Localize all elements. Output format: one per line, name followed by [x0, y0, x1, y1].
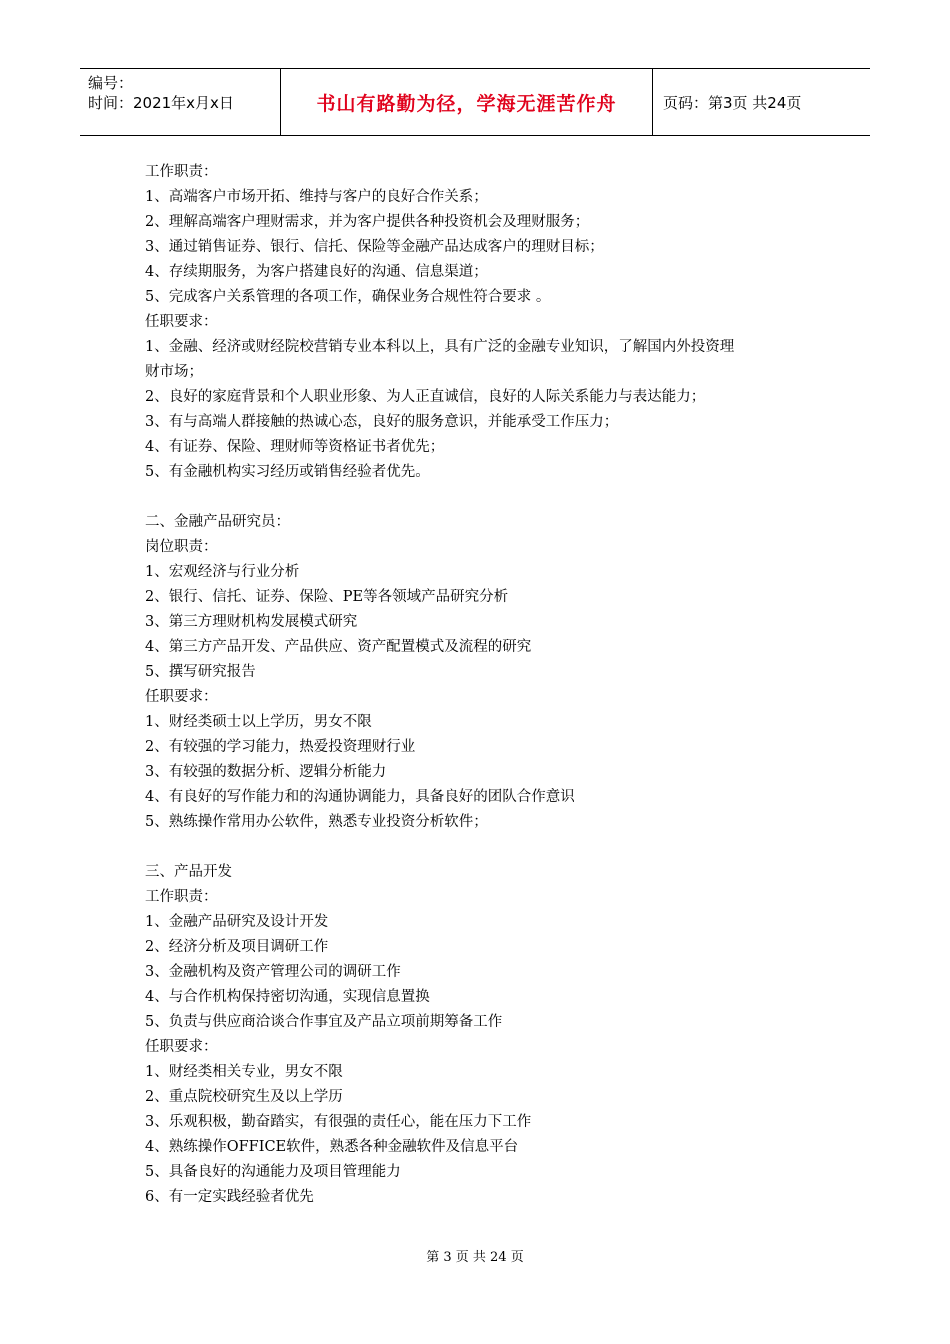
- text-line: 2、理解高端客户理财需求，并为客户提供各种投资机会及理财服务；: [145, 214, 590, 230]
- text-line: 5、熟练操作常用办公软件，熟悉专业投资分析软件；: [145, 814, 488, 830]
- text-line: 1、宏观经济与行业分析: [145, 564, 300, 580]
- page-footer: 第 3 页 共 24 页: [426, 1250, 524, 1265]
- text-line: 岗位职责：: [145, 539, 218, 555]
- text-line: 三、产品开发: [145, 864, 232, 880]
- text-line: 任职要求：: [145, 314, 218, 330]
- text-line: 6、有一定实践经验者优先: [145, 1189, 314, 1205]
- blank-line: [145, 835, 845, 860]
- blank-line: [145, 485, 845, 510]
- text-line: 2、重点院校研究生及以上学历: [145, 1089, 343, 1105]
- page-header: [80, 68, 870, 136]
- text-line: 4、第三方产品开发、产品供应、资产配置模式及流程的研究: [145, 639, 532, 655]
- text-line: 2、有较强的学习能力，热爱投资理财行业: [145, 739, 416, 755]
- text-line: 2、银行、信托、证券、保险、PE等各领域产品研究分析: [145, 589, 509, 605]
- header-motto: [281, 69, 653, 135]
- text-line: 3、通过销售证券、银行、信托、保险等金融产品达成客户的理财目标；: [145, 239, 604, 255]
- text-line: 4、熟练操作OFFICE软件，熟悉各种金融软件及信息平台: [145, 1139, 519, 1155]
- text-line: 3、有与高端人群接触的热诚心态，良好的服务意识，并能承受工作压力；: [145, 414, 619, 430]
- text-line: 4、有良好的写作能力和的沟通协调能力，具备良好的团队合作意识: [145, 789, 575, 805]
- text-line: 3、乐观积极，勤奋踏实，有很强的责任心，能在压力下工作: [145, 1114, 532, 1130]
- text-line: 任职要求：: [145, 689, 218, 705]
- text-line: 4、有证券、保险、理财师等资格证书者优先；: [145, 439, 445, 455]
- text-line: 5、具备良好的沟通能力及项目管理能力: [145, 1164, 401, 1180]
- text-line: 3、金融机构及资产管理公司的调研工作: [145, 964, 401, 980]
- text-line: 工作职责：: [145, 889, 218, 905]
- doc-number-label: 编号：: [88, 74, 134, 92]
- text-line: 1、财经类硕士以上学历，男女不限: [145, 714, 372, 730]
- text-line: 5、负责与供应商洽谈合作事宜及产品立项前期筹备工作: [145, 1014, 503, 1030]
- motto-text: 书山有路勤为径，学海无涯苦作舟: [316, 92, 617, 115]
- text-line: 5、撰写研究报告: [145, 664, 256, 680]
- doc-time-label: 时间：2021年x月x日: [88, 94, 234, 112]
- text-line: 工作职责：: [145, 164, 218, 180]
- text-line: 1、高端客户市场开拓、维持与客户的良好合作关系；: [145, 189, 488, 205]
- text-line: 4、存续期服务，为客户搭建良好的沟通、信息渠道；: [145, 264, 488, 280]
- text-line: 3、第三方理财机构发展模式研究: [145, 614, 358, 630]
- text-line: 2、经济分析及项目调研工作: [145, 939, 329, 955]
- text-line: 财市场；: [145, 364, 203, 380]
- text-line: 任职要求：: [145, 1039, 218, 1055]
- header-meta: [80, 69, 281, 135]
- text-line: 1、金融产品研究及设计开发: [145, 914, 329, 930]
- text-line: 5、有金融机构实习经历或销售经验者优先。: [145, 464, 430, 480]
- text-line: 4、与合作机构保持密切沟通，实现信息置换: [145, 989, 430, 1005]
- document-body: [145, 160, 845, 1210]
- text-line: 1、金融、经济或财经院校营销专业本科以上，具有广泛的金融专业知识，了解国内外投资理: [145, 339, 735, 355]
- text-line: 5、完成客户关系管理的各项工作，确保业务合规性符合要求 。: [145, 289, 551, 305]
- text-line: 二、金融产品研究员：: [145, 514, 290, 530]
- text-line: 2、良好的家庭背景和个人职业形象、为人正直诚信，良好的人际关系能力与表达能力；: [145, 389, 706, 405]
- text-line: 3、有较强的数据分析、逻辑分析能力: [145, 764, 387, 780]
- text-line: 1、财经类相关专业，男女不限: [145, 1064, 343, 1080]
- header-page-info: 页码：第3页 共24页: [663, 93, 802, 112]
